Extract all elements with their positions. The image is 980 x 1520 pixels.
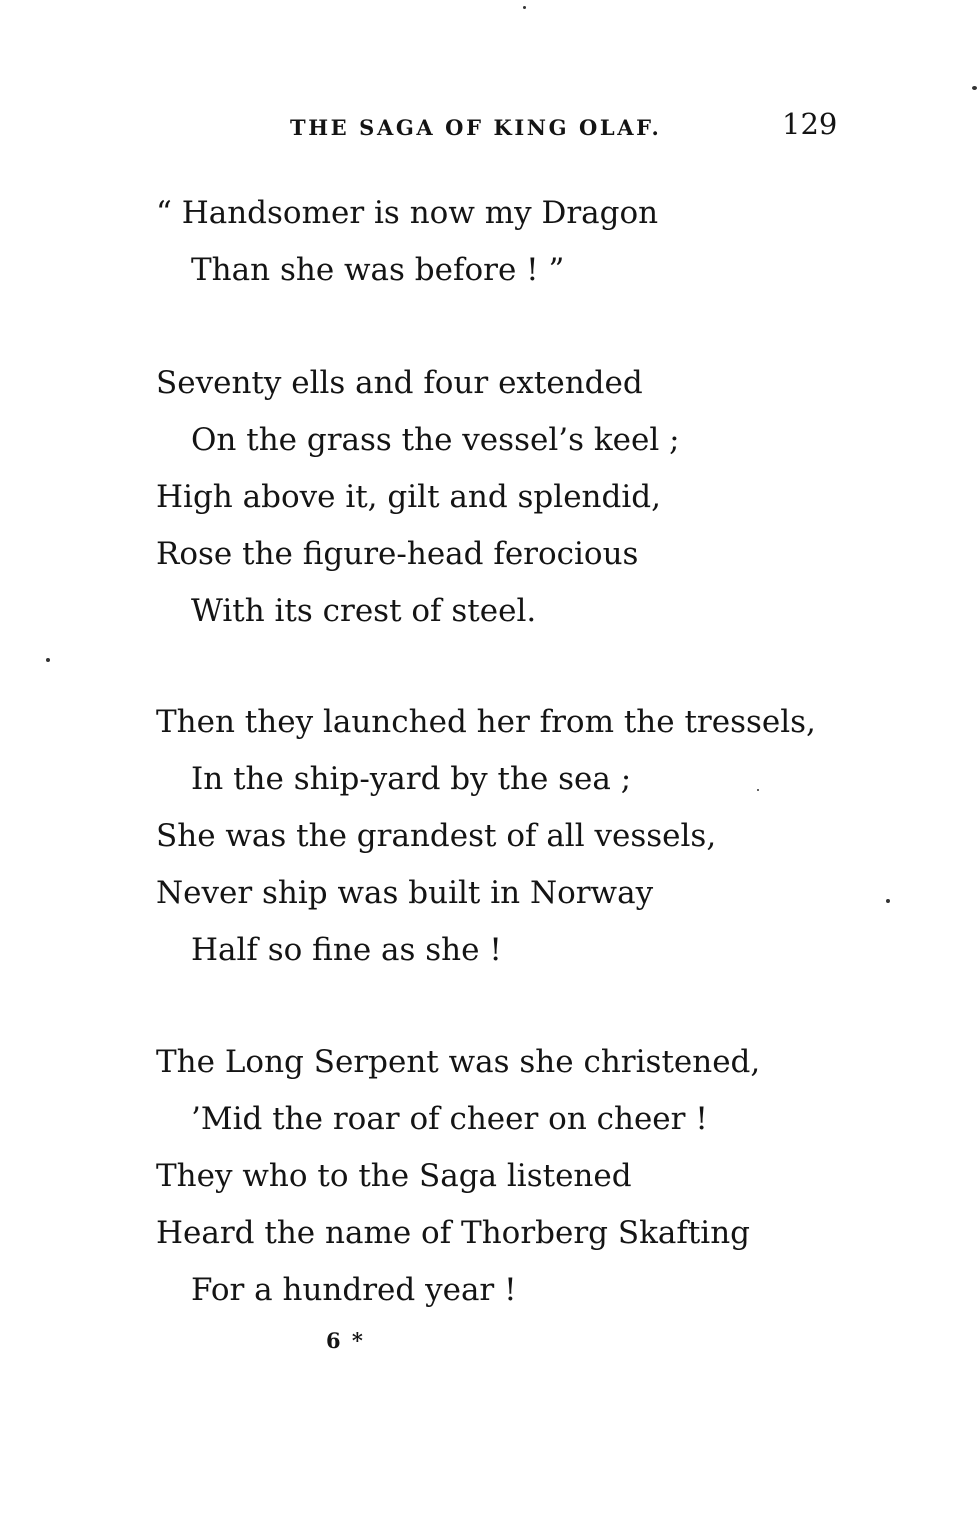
poem-line: In the ship-yard by the sea ; bbox=[191, 761, 632, 797]
scan-speck bbox=[46, 658, 50, 662]
poem-line: She was the grandest of all vessels, bbox=[156, 818, 717, 854]
poem-line: Rose the figure-head ferocious bbox=[156, 536, 639, 572]
signature-mark: 6 * bbox=[326, 1328, 365, 1353]
poem-line: Half so fine as she ! bbox=[191, 932, 502, 968]
page-number: 129 bbox=[782, 107, 838, 141]
scan-speck bbox=[972, 86, 977, 90]
poem-line: They who to the Saga listened bbox=[156, 1158, 632, 1194]
poem-line: Seventy ells and four extended bbox=[156, 365, 643, 401]
poem-line: High above it, gilt and splendid, bbox=[156, 479, 661, 515]
poem-line: For a hundred year ! bbox=[191, 1272, 517, 1308]
poem-line: ’Mid the roar of cheer on cheer ! bbox=[191, 1101, 708, 1137]
poem-line: Heard the name of Thorberg Skafting bbox=[156, 1215, 751, 1251]
running-title: THE SAGA OF KING OLAF. bbox=[290, 115, 662, 140]
scan-speck bbox=[757, 789, 759, 791]
scan-speck bbox=[886, 899, 890, 903]
poem-line: Then they launched her from the tressels, bbox=[156, 704, 816, 740]
poem-line: Never ship was built in Norway bbox=[156, 875, 654, 911]
poem-line: The Long Serpent was she christened, bbox=[156, 1044, 761, 1080]
poem-line: With its crest of steel. bbox=[191, 593, 537, 629]
poem-line: “ Handsomer is now my Dragon bbox=[156, 195, 659, 231]
poem-line: On the grass the vessel’s keel ; bbox=[191, 422, 680, 458]
poem-line: Than she was before ! ” bbox=[191, 252, 565, 288]
scan-speck bbox=[523, 6, 526, 9]
